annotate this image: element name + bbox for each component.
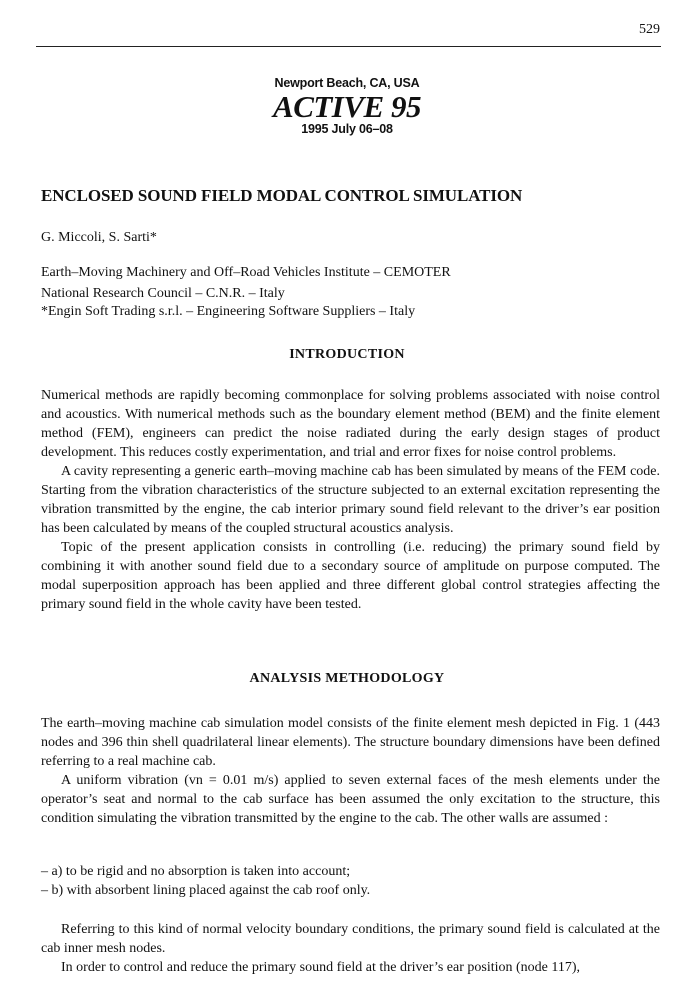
conference-dates: 1995 July 06–08 [301, 122, 393, 136]
introduction-heading: INTRODUCTION [289, 347, 405, 362]
method-paragraph-4: In order to control and reduce the primary sound field at the driver’s ear position (node 117), [61, 960, 581, 975]
list-item: – a) to be rigid and no absorption is taken into account; [41, 864, 351, 879]
affiliation-2: National Research Council – C.N.R. – Italy [41, 286, 285, 301]
affiliation-3: *Engin Soft Trading s.r.l. – Engineering Software Suppliers – Italy [41, 304, 416, 319]
method-paragraph-1: The earth–moving machine cab simulation model consists of the finite element mesh depicted in Fig. 1 (443 nodes and 396 thin shell quadrilateral linear elements). The structure boundary dimensions have been defined referring to a real machine cab. [41, 716, 660, 769]
conference-block [0, 76, 694, 136]
intro-paragraph-1: Numerical methods are rapidly becoming commonplace for solving problems associated with noise control and acoustics. With numerical methods such as the boundary element method (BEM) and the finite element method (FEM), engineers can predict the noise radiated during the early design stages of product development. This reduces costly experimentation, and trial and error fixes for noise control problems. [41, 388, 660, 460]
intro-paragraph-2: A cavity representing a generic earth–moving machine cab has been simulated by means of the FEM code. Starting from the vibration characteristics of the structure subjected to an external excitation representing the vibration transmitted by the engine, the cab interior primary sound field relevant to the driver’s ear position has been calculated by means of the coupled structural acoustics analysis. [41, 464, 660, 536]
header-rule [36, 46, 661, 47]
methodology-heading: ANALYSIS METHODOLOGY [249, 671, 445, 686]
conference-name: ACTIVE 95 [273, 89, 421, 124]
conference-location: Newport Beach, CA, USA [274, 76, 420, 90]
introduction-body [41, 386, 660, 614]
paper-title: ENCLOSED SOUND FIELD MODAL CONTROL SIMULATION [41, 186, 523, 205]
authors: G. Miccoli, S. Sarti* [41, 230, 157, 245]
methodology-body [41, 714, 660, 828]
list-item: – b) with absorbent lining placed against the cab roof only. [41, 883, 371, 898]
intro-paragraph-3: Topic of the present application consists in controlling (i.e. reducing) the primary sound field by combining it with another sound field due to a secondary source of amplitude on purpose computed. The modal superposition approach has been applied and three different global control strategies affecting the primary sound field in the whole cavity have been tested. [41, 540, 660, 612]
affiliation-1: Earth–Moving Machinery and Off–Road Vehicles Institute – CEMOTER [41, 265, 451, 280]
method-paragraph-2: A uniform vibration (vn = 0.01 m/s) applied to seven external faces of the mesh elements under the operator’s seat and normal to the cab surface has been assumed the only excitation to the structure, this condition simulating the vibration transmitted by the engine to the cab. The other walls are assumed : [41, 773, 660, 826]
methodology-continued [41, 920, 660, 977]
page-number: 529 [639, 22, 660, 37]
conditions-list [41, 862, 370, 900]
method-paragraph-3: Referring to this kind of normal velocity boundary conditions, the primary sound field is calculated at the cab inner mesh nodes. [41, 922, 660, 956]
